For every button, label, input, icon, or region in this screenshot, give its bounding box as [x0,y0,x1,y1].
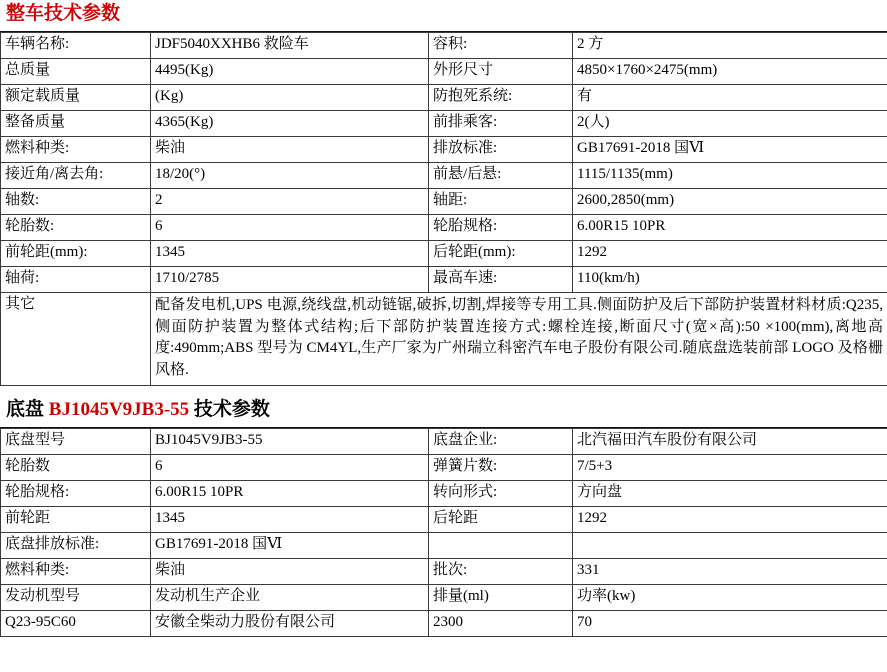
cell-value: 方向盘 [573,480,887,506]
cell-value: 1345 [151,506,429,532]
cell-label: 额定载质量 [1,84,151,110]
cell-label: 接近角/离去角: [1,162,151,188]
cell-label [429,532,573,558]
section-title-chassis [0,389,887,428]
cell-value: 4495(Kg) [151,58,429,84]
vehicle-spec-table [0,32,887,386]
cell-label: 功率(kw) [573,584,887,610]
cell-label: 容积: [429,32,573,58]
cell-value: 7/5+3 [573,454,887,480]
cell-value: 331 [573,558,887,584]
table-row [1,214,887,240]
cell-value: 1292 [573,506,887,532]
cell-label: 轴荷: [1,266,151,292]
cell-value: 柴油 [151,136,429,162]
cell-value: 2 方 [573,32,887,58]
cell-value: JDF5040XXHB6 救险车 [151,32,429,58]
cell-label: 燃料种类: [1,558,151,584]
cell-value: 安徽全柴动力股份有限公司 [151,610,429,636]
table-row-engine-values [1,610,887,636]
section-title-vehicle: 整车技术参数 [0,0,887,32]
table-row [1,162,887,188]
cell-label: 发动机生产企业 [151,584,429,610]
cell-value: 1710/2785 [151,266,429,292]
cell-label: 排量(ml) [429,584,573,610]
cell-value: 1345 [151,240,429,266]
table-row [1,532,887,558]
cell-value: 4365(Kg) [151,110,429,136]
cell-label: 前轮距 [1,506,151,532]
cell-value: 110(km/h) [573,266,887,292]
cell-value: 柴油 [151,558,429,584]
cell-value-other: 配备发电机,UPS 电源,绕线盘,机动链锯,破拆,切割,焊接等专用工具.侧面防护及后下部防护装置材料材质:Q235,侧面防护装置为整体式结构;后下部防护装置连接方式:螺栓连接,断面尺寸(宽×高):50 ×100(mm),离地高度:490mm;ABS 型号为 CM4YL,生产厂家为广州瑞立科密汽车电子股份有限公司.随底盘选装前部 LOGO 及格栅风格. [151,292,887,385]
cell-label: 底盘企业: [429,428,573,454]
cell-label: 后轮距(mm): [429,240,573,266]
cell-label: 弹簧片数: [429,454,573,480]
cell-label: 发动机型号 [1,584,151,610]
table-row [1,558,887,584]
cell-value: (Kg) [151,84,429,110]
cell-value: 2(人) [573,110,887,136]
cell-label: 底盘排放标准: [1,532,151,558]
cell-label: 最高车速: [429,266,573,292]
chassis-title-prefix: 底盘 [6,398,49,420]
table-row [1,506,887,532]
cell-value: 1292 [573,240,887,266]
table-row [1,110,887,136]
cell-label: 底盘型号 [1,428,151,454]
cell-label: 转向形式: [429,480,573,506]
table-row [1,240,887,266]
cell-value: 6 [151,214,429,240]
cell-label: 总质量 [1,58,151,84]
cell-label-other: 其它 [1,292,151,385]
table-row [1,58,887,84]
cell-label: 轮胎规格: [1,480,151,506]
cell-label: 前排乘客: [429,110,573,136]
table-row [1,136,887,162]
cell-value: 18/20(°) [151,162,429,188]
cell-label: 外形尺寸 [429,58,573,84]
cell-value: 6.00R15 10PR [151,480,429,506]
cell-value: Q23-95C60 [1,610,151,636]
cell-label: 整备质量 [1,110,151,136]
table-row-other [1,292,887,385]
cell-label: 轮胎数 [1,454,151,480]
table-row [1,428,887,454]
cell-label: 排放标准: [429,136,573,162]
cell-label: 批次: [429,558,573,584]
cell-label: 车辆名称: [1,32,151,58]
cell-value: 2600,2850(mm) [573,188,887,214]
table-row [1,188,887,214]
cell-label: 燃料种类: [1,136,151,162]
cell-value: GB17691-2018 国Ⅵ [573,136,887,162]
cell-label: 轮胎数: [1,214,151,240]
cell-label: 轴距: [429,188,573,214]
cell-label: 轴数: [1,188,151,214]
cell-label: 后轮距 [429,506,573,532]
table-row [1,266,887,292]
cell-value: 1115/1135(mm) [573,162,887,188]
cell-label: 前轮距(mm): [1,240,151,266]
cell-value [573,532,887,558]
cell-value: 有 [573,84,887,110]
cell-value: 6.00R15 10PR [573,214,887,240]
chassis-spec-table [0,428,887,637]
table-row-engine-header [1,584,887,610]
cell-value: 4850×1760×2475(mm) [573,58,887,84]
table-row [1,480,887,506]
table-row [1,32,887,58]
chassis-model-code: BJ1045V9JB3-55 [48,398,190,420]
cell-value: 6 [151,454,429,480]
cell-value: GB17691-2018 国Ⅵ [151,532,429,558]
chassis-title-suffix: 技术参数 [189,398,270,420]
cell-value: 2300 [429,610,573,636]
cell-value: 北汽福田汽车股份有限公司 [573,428,887,454]
cell-label: 前悬/后悬: [429,162,573,188]
cell-label: 防抱死系统: [429,84,573,110]
table-row [1,454,887,480]
cell-value: 2 [151,188,429,214]
cell-label: 轮胎规格: [429,214,573,240]
table-row [1,84,887,110]
cell-value: 70 [573,610,887,636]
cell-value: BJ1045V9JB3-55 [151,428,429,454]
